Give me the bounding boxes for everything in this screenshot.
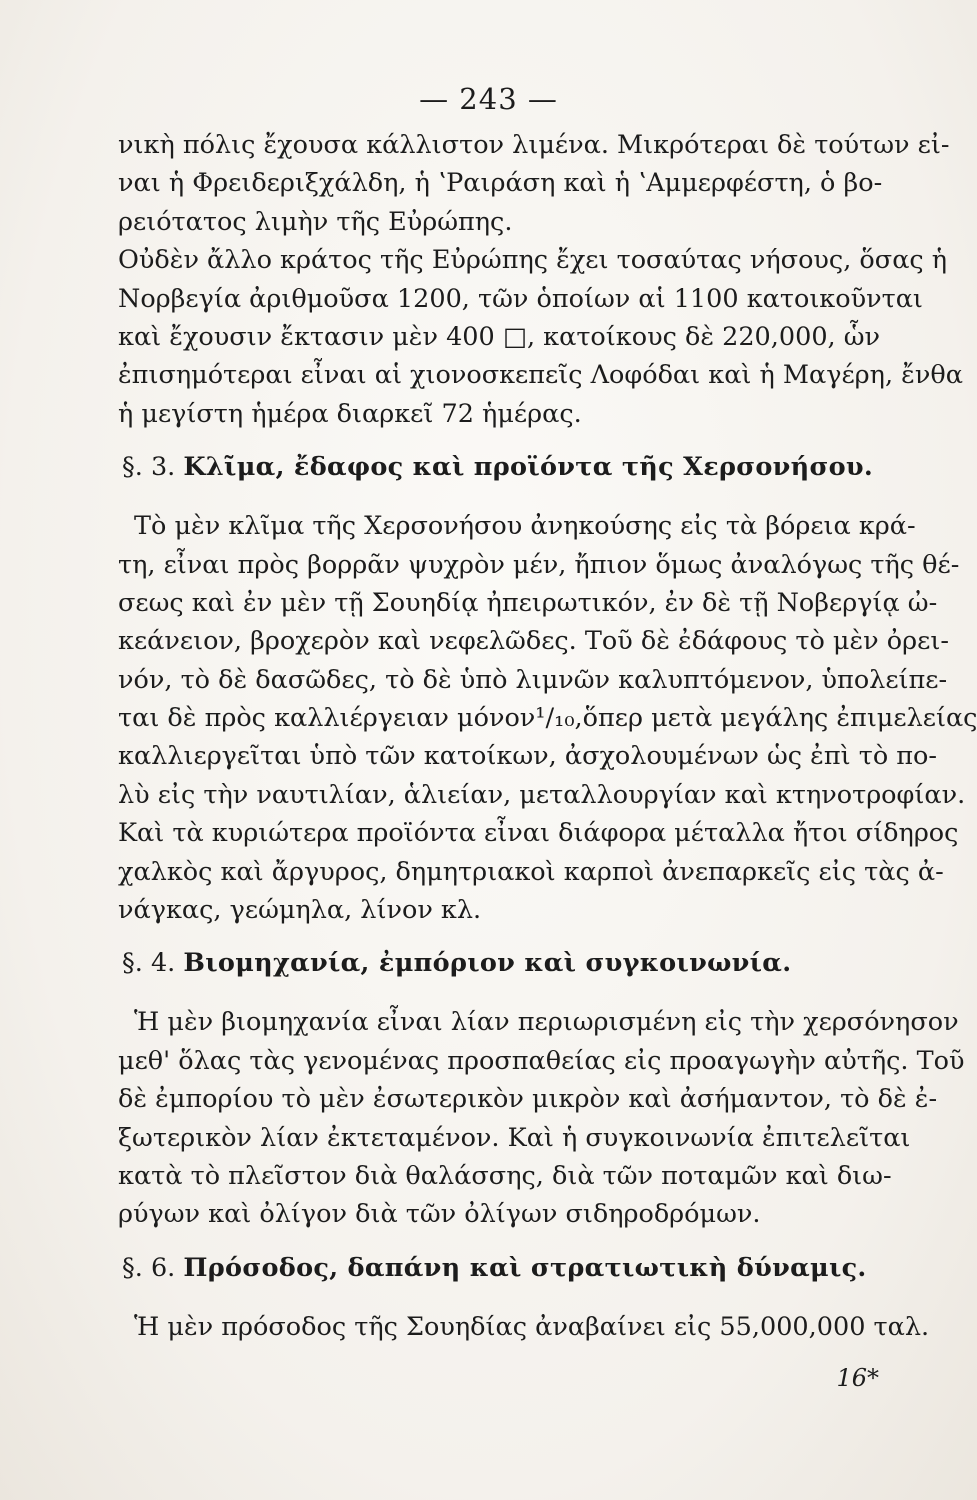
text-line: νόν, τὸ δὲ δασῶδες, τὸ δὲ ὑπὸ λιμνῶν καλυπτόμενον, ὑπολείπε-	[118, 664, 948, 695]
text-line: νικὴ πόλις ἔχουσα κάλλιστον λιμένα. Μικρότεραι δὲ τούτων εἰ-	[118, 130, 950, 160]
section-heading-4	[118, 943, 853, 983]
text-line: Ἡ μὲν βιομηχανία εἶναι λίαν περιωρισμένη εἰς τὴν χερσόνησον	[134, 1007, 959, 1038]
text-line: μεθ' ὅλας τὰς γενομένας προσπαθείας εἰς προαγωγὴν αὐτῆς. Τοῦ	[118, 1045, 965, 1076]
paragraph-1	[118, 126, 950, 241]
section-heading-3	[118, 447, 874, 487]
page-text	[118, 126, 977, 1346]
paragraph-4	[118, 1003, 965, 1233]
text-line: ρύγων καὶ ὀλίγον διὰ τῶν ὀλίγων σιδηροδρόμων.	[118, 1199, 761, 1230]
text-line: ἡ μεγίστη ἡμέρα διαρκεῖ 72 ἡμέρας.	[118, 398, 582, 429]
text-line: τη, εἶναι πρὸς βορρᾶν ψυχρὸν μέν, ἤπιον ὅμως ἀναλόγως τῆς θέ-	[118, 549, 960, 580]
section-number: §. 6.	[122, 1252, 176, 1283]
section-title: Κλῖμα, ἔδαφος καὶ προϊόντα τῆς Χερσονήσου.	[183, 452, 874, 483]
section-title: Βιομηχανία, ἐμπόριον καὶ συγκοινωνία.	[183, 948, 792, 979]
text-line: κατὰ τὸ πλεῖστον διὰ θαλάσσης, διὰ τῶν ποταμῶν καὶ διω-	[118, 1160, 892, 1191]
section-number: §. 3.	[122, 452, 176, 483]
text-line: Οὐδὲν ἄλλο κράτος τῆς Εὐρώπης ἔχει τοσαύτας νήσους, ὅσας ἡ	[118, 245, 948, 276]
text-line: νάγκας, γεώμηλα, λίνον κλ.	[118, 895, 482, 926]
text-line: χαλκὸς καὶ ἄργυρος, δημητριακοὶ καρποὶ ἀνεπαρκεῖς εἰς τὰς ἀ-	[118, 856, 944, 887]
text-line: δὲ ἐμπορίου τὸ μὲν ἐσωτερικὸν μικρὸν καὶ ἀσήμαντον, τὸ δὲ ἐ-	[118, 1084, 938, 1115]
text-line: καὶ ἔχουσιν ἔκτασιν μὲν 400 □, κατοίκους δὲ 220,000, ὧν	[118, 321, 881, 352]
section-title: Πρόσοδος, δαπάνη καὶ στρατιωτικὴ δύναμις.	[183, 1252, 867, 1283]
text-line: ται δὲ πρὸς καλλιέργειαν μόνον¹/₁₀,ὅπερ μετὰ μεγάλης ἐπιμελείας	[118, 703, 977, 734]
text-line: λὺ εἰς τὴν ναυτιλίαν, ἁλιείαν, μεταλλουργίαν καὶ κτηνοτροφίαν.	[118, 779, 966, 810]
signature-mark: 16*	[836, 1364, 879, 1392]
text-line: ξωτερικὸν λίαν ἐκτεταμένον. Καὶ ἡ συγκοινωνία ἐπιτελεῖται	[118, 1122, 911, 1153]
text-line: Νορβεγία ἀριθμοῦσα 1200, τῶν ὁποίων αἱ 1100 κατοικοῦνται	[118, 283, 923, 314]
section-number: §. 4.	[122, 948, 176, 979]
page-number: — 243 —	[419, 82, 558, 116]
text-line: κεάνειον, βροχερὸν καὶ νεφελῶδες. Τοῦ δὲ ἐδάφους τὸ μὲν ὀρει-	[118, 626, 949, 657]
text-line: Τὸ μὲν κλῖμα τῆς Χερσονήσου ἀνηκούσης εἰς τὰ βόρεια κρά-	[134, 511, 916, 542]
text-line: Καὶ τὰ κυριώτερα προϊόντα εἶναι διάφορα μέταλλα ἤτοι σίδηρος	[118, 818, 959, 849]
paragraph-2	[118, 241, 963, 433]
text-line: σεως καὶ ἐν μὲν τῇ Σουηδίᾳ ἠπειρωτικόν, ἐν δὲ τῇ Νοβεργίᾳ ὠ-	[118, 587, 938, 618]
text-line: ναι ἡ Φρειδεριξχάλδη, ἡ ʽΡαιράση καὶ ἡ ʽΑμμερφέστη, ὁ βο-	[118, 168, 883, 199]
text-line: ἐπισημότεραι εἶναι αἱ χιονοσκεπεῖς Λοφόδαι καὶ ἡ Μαγέρη, ἔνθα	[118, 360, 963, 391]
section-heading-6	[118, 1248, 867, 1288]
paragraph-5	[118, 1308, 930, 1346]
text-line: Ἡ μὲν πρόσοδος τῆς Σουηδίας ἀναβαίνει εἰς 55,000,000 ταλ.	[134, 1311, 930, 1342]
text-line: ρειότατος λιμὴν τῆς Εὐρώπης.	[118, 206, 513, 237]
text-line: καλλιεργεῖται ὑπὸ τῶν κατοίκων, ἀσχολουμένων ὡς ἐπὶ τὸ πο-	[118, 741, 938, 772]
paragraph-3	[118, 507, 977, 929]
